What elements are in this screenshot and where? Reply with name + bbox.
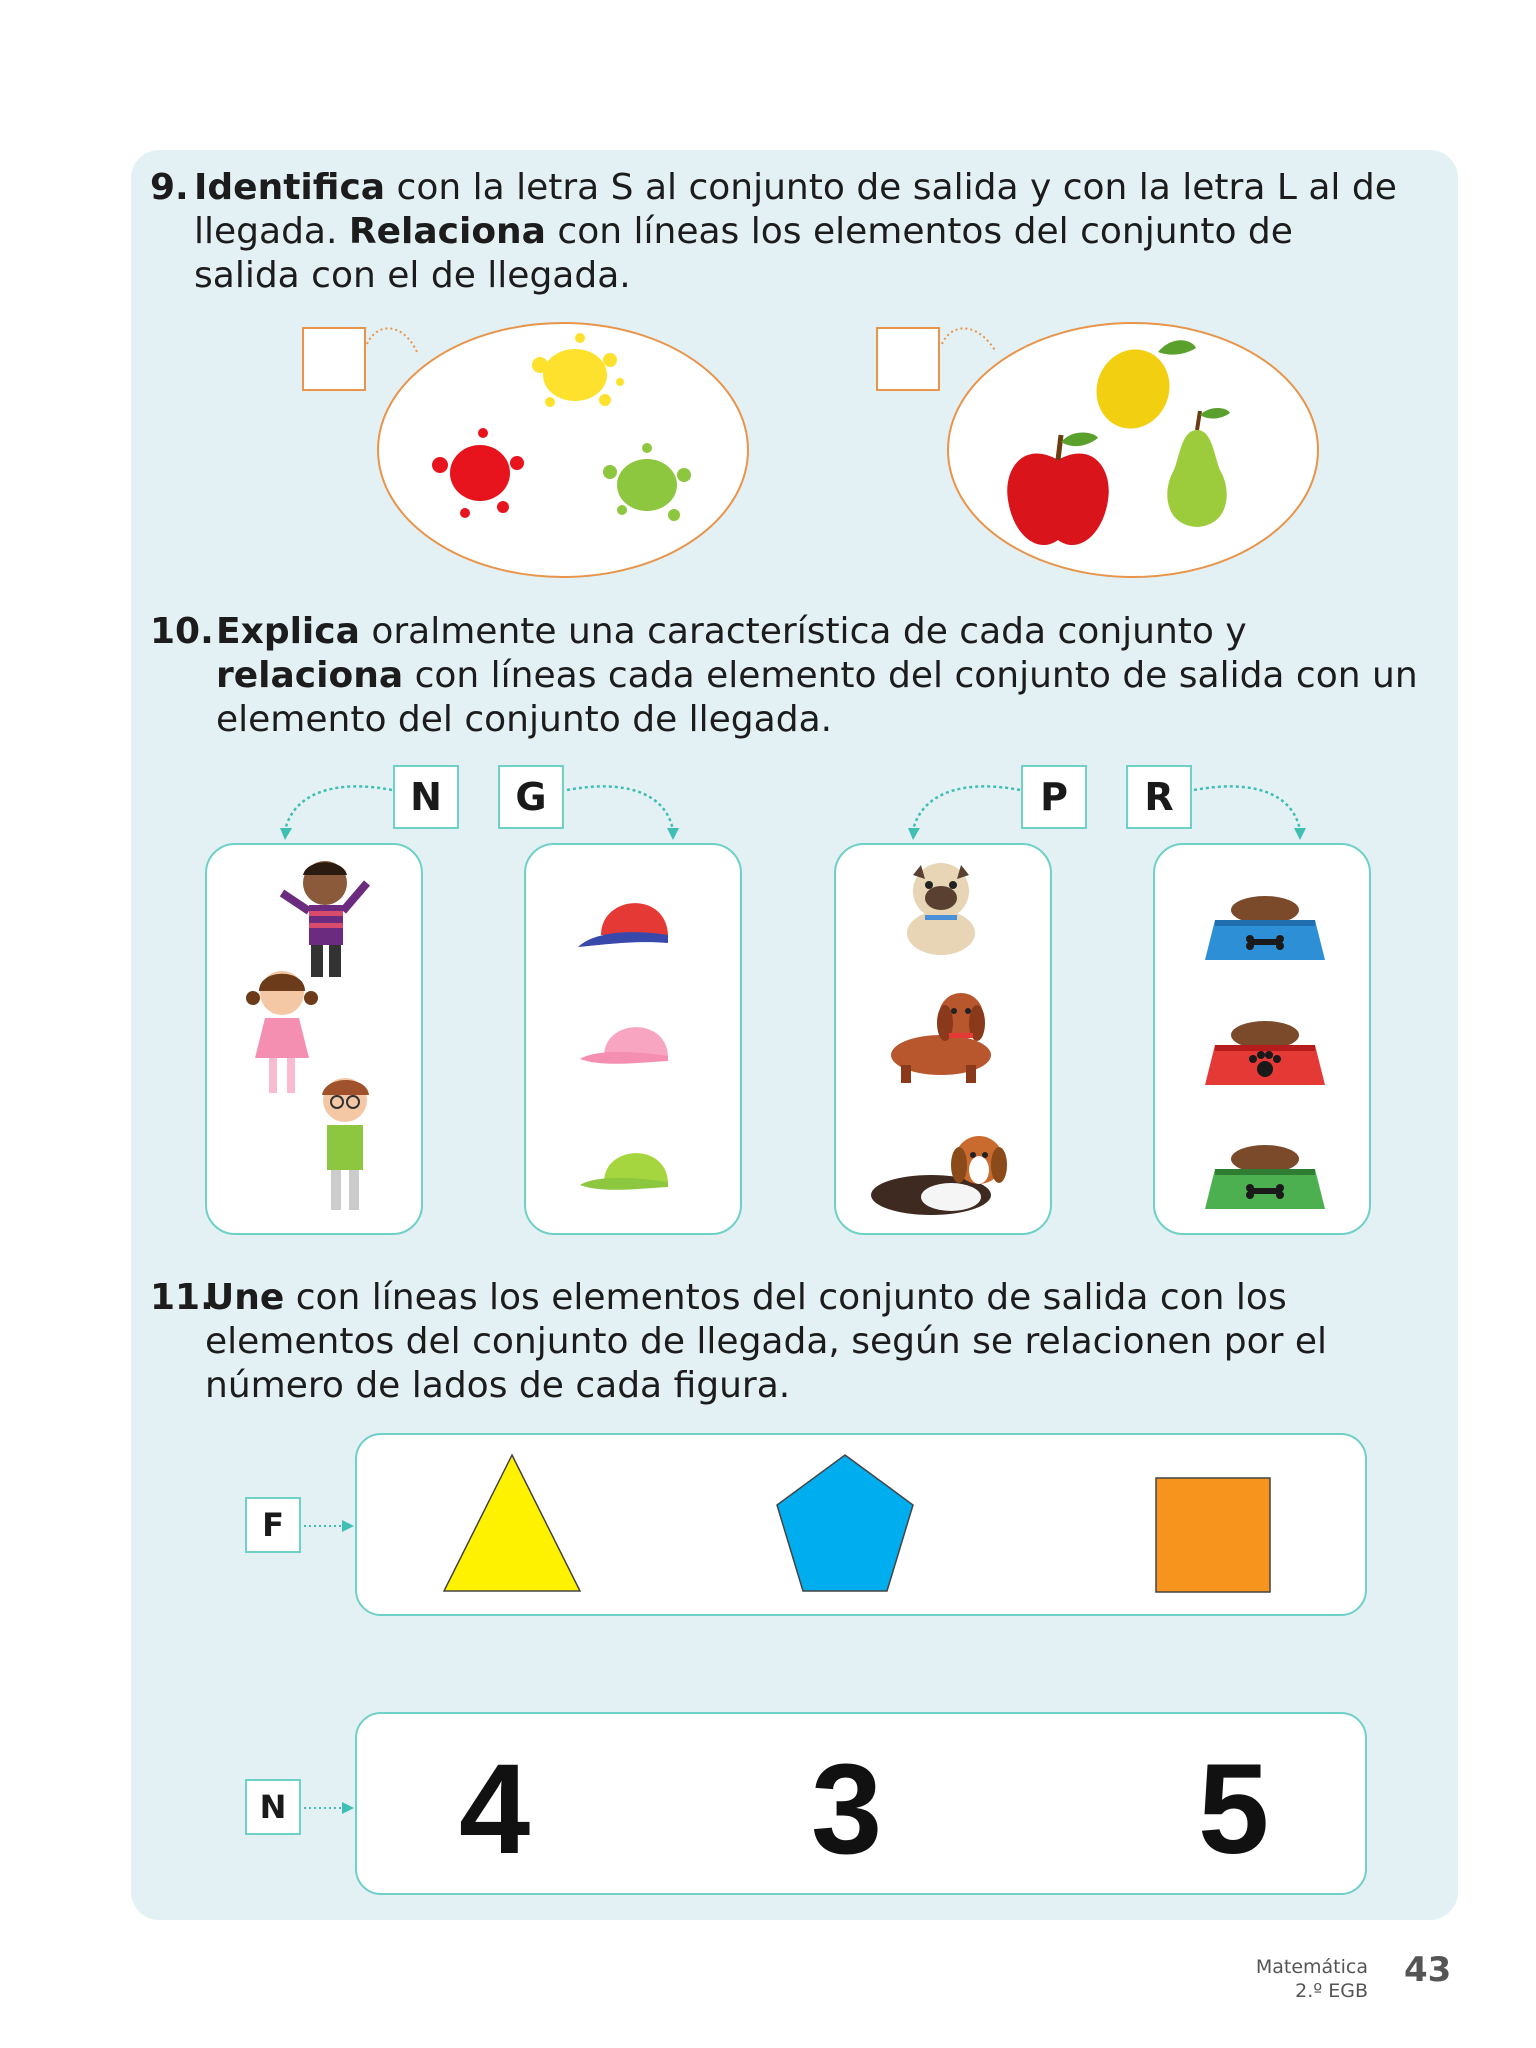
red-paint-splat-icon	[425, 425, 535, 520]
apple-icon	[1003, 430, 1113, 555]
question-11-verb: Une	[205, 1277, 285, 1318]
number-5: 5	[1198, 1738, 1270, 1881]
number-3: 3	[811, 1738, 883, 1881]
girl-green-icon	[295, 1070, 395, 1215]
row-label-F: F	[245, 1497, 301, 1553]
row-label-N: N	[245, 1779, 301, 1835]
question-10	[150, 610, 1440, 742]
question-10-verb-2: relaciona	[216, 655, 404, 696]
question-9-number: 9.	[150, 167, 189, 208]
question-10-text-2: con líneas cada elemento del conjunto de salida con un elemento del conjunto de llegada.	[216, 655, 1418, 740]
arrow-G-icon	[565, 780, 680, 842]
dachshund-icon	[881, 985, 1001, 1090]
arrow-N-row-icon	[302, 1800, 354, 1816]
footer-subject: Matemática	[1255, 1956, 1368, 1978]
shapes-set	[355, 1433, 1367, 1616]
set-label-R: R	[1126, 765, 1192, 829]
question-9-verb-2: Relaciona	[348, 211, 546, 252]
red-bowl-icon	[1205, 1015, 1325, 1095]
question-10-verb-1: Explica	[216, 611, 360, 652]
question-11	[150, 1276, 1450, 1408]
red-cap-icon	[576, 885, 676, 960]
card-dogs	[834, 843, 1052, 1235]
question-9	[150, 166, 1410, 298]
green-paint-splat-icon	[592, 440, 702, 530]
question-9-verb-1: Identifica	[194, 167, 386, 208]
question-11-text: con líneas los elementos del conjunto de salida con los elementos del conjunto de llegada, según se relacionen por el número de lados de cada figura.	[205, 1277, 1327, 1406]
triangle-icon	[442, 1453, 582, 1593]
question-11-number: 11.	[150, 1277, 214, 1318]
pentagon-icon	[774, 1453, 916, 1595]
number-4: 4	[459, 1738, 531, 1881]
card-children	[205, 843, 423, 1235]
pear-icon	[1152, 405, 1242, 535]
arrow-N-icon	[280, 780, 395, 842]
pug-icon	[891, 853, 991, 958]
beagle-icon	[861, 1125, 1021, 1225]
green-bowl-icon	[1205, 1139, 1325, 1219]
set-label-P: P	[1021, 765, 1087, 829]
set-label-G: G	[498, 765, 564, 829]
set-label-box-paints[interactable]	[302, 327, 366, 391]
numbers-set	[355, 1712, 1367, 1895]
card-caps	[524, 843, 742, 1235]
question-10-number: 10.	[150, 611, 214, 652]
page-number: 43	[1404, 1950, 1452, 1990]
pink-cap-icon	[576, 1011, 676, 1076]
arrow-P-icon	[908, 780, 1023, 842]
question-9-text-1: con la letra S al conjunto de salida y con la letra L al de llegada.	[194, 167, 1397, 252]
arrow-F-icon	[302, 1518, 354, 1534]
footer-grade: 2.º EGB	[1295, 1980, 1368, 2002]
set-label-N: N	[393, 765, 459, 829]
card-bowls	[1153, 843, 1371, 1235]
square-icon	[1155, 1477, 1271, 1593]
question-9-text-2: con líneas los elementos del conjunto de salida con el de llegada.	[194, 211, 1293, 296]
arrow-R-icon	[1192, 780, 1307, 842]
question-10-text-1: oralmente una característica de cada conjunto y	[359, 611, 1247, 652]
green-cap-icon	[576, 1137, 676, 1202]
blue-bowl-icon	[1205, 890, 1325, 970]
yellow-paint-splat-icon	[520, 330, 630, 420]
set-label-box-fruits[interactable]	[876, 327, 940, 391]
